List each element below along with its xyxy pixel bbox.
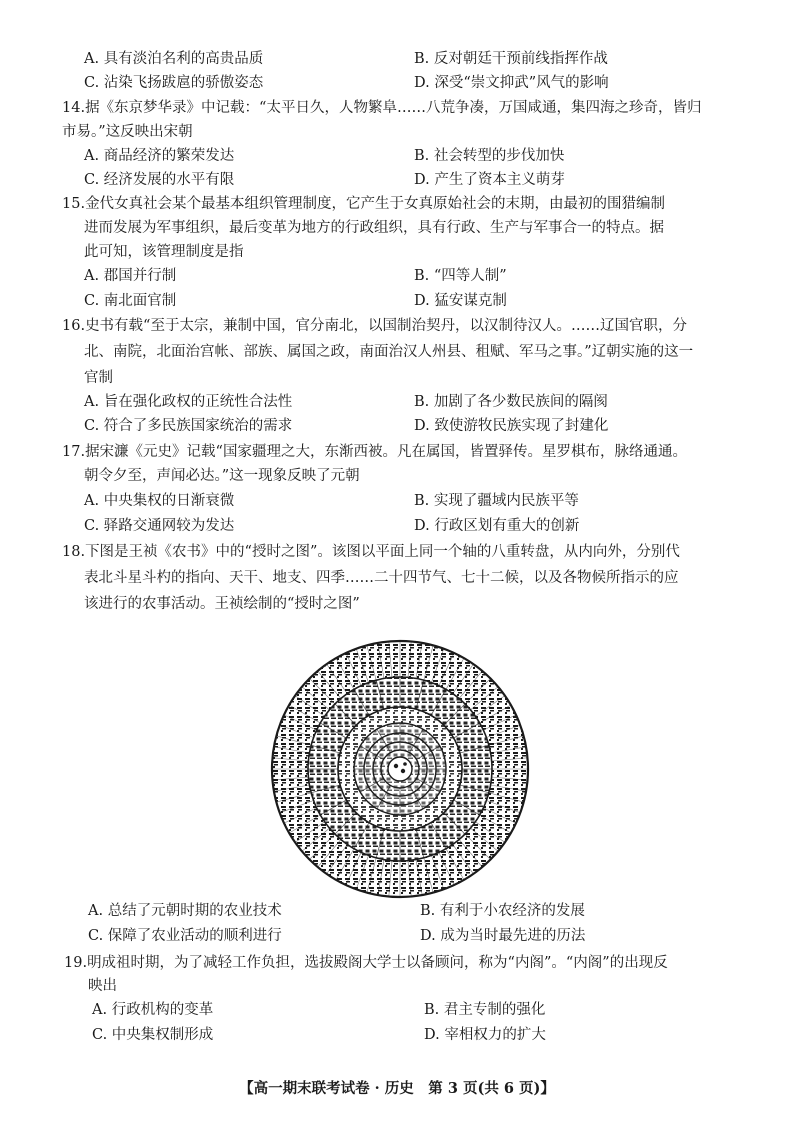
q13-option-c: C. 沾染飞扬跋扈的骄傲姿态: [84, 75, 264, 91]
q18-option-a: A. 总结了元朝时期的农业技术: [88, 903, 282, 919]
q16-stem-line2: 北、南院，北面治宫帐、部族、属国之政，南面治汉人州县、租赋、军马之事。”辽朝实施的这一: [84, 344, 694, 360]
q14-option-d: D. 产生了资本主义萌芽: [414, 172, 565, 188]
q16-text1: 史书有载“至于太宗，兼制中国，官分南北，以国制治契丹，以汉制待汉人。……辽国官职，分: [85, 318, 687, 334]
q14-option-b: B. 社会转型的步伐加快: [414, 148, 565, 164]
q17-option-c: C. 驿路交通网较为发达: [84, 518, 235, 534]
q15-stem-line3: 此可知，该管理制度是指: [84, 244, 244, 260]
q18-stem-line1: [62, 542, 680, 562]
q19-stem-line2: 映出: [88, 978, 117, 994]
page-footer: 【高一期末联考试卷 · 历史 第 3 页(共 6 页)】: [239, 1080, 555, 1097]
q16-number: 16.: [62, 318, 86, 334]
q13-option-b: B. 反对朝廷干预前线指挥作战: [414, 51, 608, 67]
q16-option-d: D. 致使游牧民族实现了封建化: [414, 418, 609, 434]
q15-option-d: D. 猛安谋克制: [414, 293, 507, 309]
q15-option-c: C. 南北面官制: [84, 293, 177, 309]
q19-text1: 明成祖时期，为了减轻工作负担，选拔殿阁大学士以备顾问，称为“内阁”。“内阁”的出现反: [87, 955, 668, 971]
q16-stem-line3: 官制: [84, 370, 113, 386]
q18-number: 18.: [62, 544, 86, 560]
q17-option-d: D. 行政区划有重大的创新: [414, 518, 580, 534]
q14-stem-line1: [62, 98, 701, 118]
q19-stem-line1: [64, 953, 668, 973]
q15-stem-line1: [62, 194, 665, 214]
q15-stem-line2: 进而发展为军事组织，最后变革为地方的行政组织，具有行政、生产与军事合一的特点。据: [84, 220, 664, 236]
q15-option-a: A. 郡国并行制: [84, 268, 177, 284]
q19-option-d: D. 宰相权力的扩大: [424, 1027, 546, 1043]
q16-option-c: C. 符合了多民族国家统治的需求: [84, 418, 293, 434]
q18-text1: 下图是王祯《农书》中的“授时之图”。该图以平面上同一个轴的八重转盘，从内向外，分别代: [85, 544, 680, 560]
q17-option-b: B. 实现了疆域内民族平等: [414, 493, 579, 509]
q17-text1: 据宋濂《元史》记载“国家疆理之大，东渐西被。凡在属国，皆置驿传。星罗棋布，脉络通通。: [85, 444, 687, 460]
q19-number: 19.: [64, 955, 88, 971]
q18-option-d: D. 成为当时最先进的历法: [420, 928, 586, 944]
q16-stem-line1: [62, 316, 687, 336]
q14-option-a: A. 商品经济的繁荣发达: [84, 148, 235, 164]
q15-text1: 金代女真社会某个最基本组织管理制度，它产生于女真原始社会的末期，由最初的围猎编制: [85, 196, 666, 212]
q19-option-a: A. 行政机构的变革: [92, 1002, 214, 1018]
q18-option-c: C. 保障了农业活动的顺利进行: [88, 928, 282, 944]
q14-text1: 据《东京梦华录》中记载：“太平日久，人物繁阜……八荒争凑，万国咸通，集四海之珍奇，皆归: [85, 100, 702, 116]
q18-stem-line2: 表北斗星斗杓的指向、天干、地支、四季……二十四节气、七十二候，以及各物候所指示的应: [84, 570, 679, 586]
q17-stem-line2: 朝令夕至，声闻必达。”这一现象反映了元朝: [84, 468, 360, 484]
q16-option-b: B. 加剧了各少数民族间的隔阂: [414, 394, 608, 410]
q19-option-b: B. 君主专制的强化: [424, 1002, 546, 1018]
q17-stem-line1: [62, 442, 687, 462]
q14-number: 14.: [62, 100, 86, 116]
shoushi-zhi-tu-figure: [264, 638, 536, 900]
q17-option-a: A. 中央集权的日渐衰微: [84, 493, 235, 509]
q18-option-b: B. 有利于小农经济的发展: [420, 903, 585, 919]
q13-option-a: A. 具有淡泊名利的高贵品质: [84, 51, 264, 67]
q16-option-a: A. 旨在强化政权的正统性合法性: [84, 394, 293, 410]
q14-stem-line2: 市易。”这反映出宋朝: [62, 124, 193, 140]
q15-option-b: B. “四等人制”: [414, 268, 507, 284]
q18-stem-line3: 该进行的农事活动。王祯绘制的“授时之图”: [84, 596, 360, 612]
q19-option-c: C. 中央集权制形成: [92, 1027, 214, 1043]
q17-number: 17.: [62, 444, 86, 460]
q13-option-d: D. 深受“崇文抑武”风气的影响: [414, 75, 609, 91]
q14-option-c: C. 经济发展的水平有限: [84, 172, 235, 188]
q15-number: 15.: [62, 196, 86, 212]
